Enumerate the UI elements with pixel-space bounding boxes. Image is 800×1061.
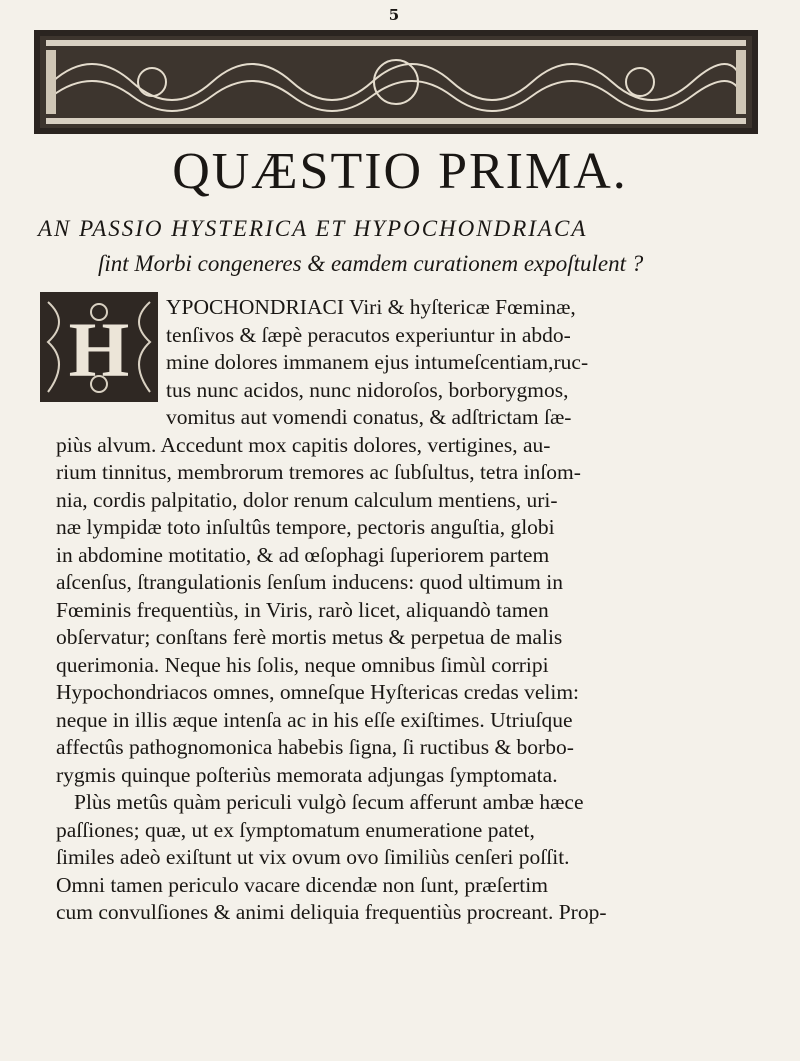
text-line: Fœminis frequentiùs, in Viris, rarò licet, aliquandò tamen [56, 597, 549, 622]
body-paragraph [56, 294, 770, 927]
text-line: neque in illis æque intenſa ac in his eſſe exiſtimes. Utriuſque [56, 707, 573, 732]
text-line: paſſiones; quæ, ut ex ſymptomatum enumeratione patet, [56, 817, 535, 842]
text-line: vomitus aut vomendi conatus, & adſtrictam ſæ- [166, 405, 572, 429]
svg-text:H: H [68, 306, 130, 393]
text-line: piùs alvum. Accedunt mox capitis dolores, vertigines, au- [56, 432, 551, 457]
question-heading: AN PASSIO HYSTERICA ET HYPOCHONDRIACA [38, 216, 588, 241]
text-line: nia, cordis palpitatio, dolor renum calculum mentiens, uri- [56, 487, 558, 512]
text-line: querimonia. Neque his ſolis, neque omnibus ſimùl corripi [56, 652, 549, 677]
text-line: tus nunc acidos, nunc nidoroſos, borborygmos, [166, 377, 569, 402]
text-line: ſimiles adeò exiſtunt ut vix ovum ovo ſimiliùs cenſeri poſſit. [56, 845, 570, 869]
text-line: Omni tamen periculo vacare dicendæ non ſunt, præſertim [56, 872, 548, 897]
question-subheading: ſint Morbi congeneres & eamdem curationem expoſtulent ? [98, 251, 644, 276]
text-line: Plùs metûs quàm periculi vulgò ſecum afferunt ambæ hæce [74, 790, 584, 814]
text-line: rygmis quinque poſteriùs memorata adjungas ſymptomata. [56, 762, 558, 787]
ornamental-headpiece [32, 26, 760, 138]
text-line: tenſivos & ſæpè peracutos experiuntur in abdo- [166, 322, 571, 347]
text-line: rium tinnitus, membrorum tremores ac ſubſultus, tetra inſom- [56, 460, 581, 484]
text-line: YPOCHONDRIACI Viri & hyſtericæ Fœminæ, [166, 295, 576, 319]
text-line: næ lympidæ toto inſultûs tempore, pectoris anguſtia, globi [56, 515, 555, 539]
text-line: mine dolores immanem ejus intumeſcentiam,ruc- [166, 350, 589, 374]
text-line: aſcenſus, ſtrangulationis ſenſum inducens: quod ultimum in [56, 570, 563, 594]
text-line: cum convulſiones & animi deliquia frequentiùs procreant. Prop- [56, 900, 607, 924]
text-line: obſervatur; conſtans ferè mortis metus & perpetua de malis [56, 625, 563, 649]
page-number: 5 [388, 6, 400, 24]
page-title: QUÆSTIO PRIMA. [172, 143, 628, 200]
text-line: in abdomine motitatio, & ad œſophagi ſuperiorem partem [56, 542, 550, 567]
text-line: affectûs pathognomonica habebis ſigna, ſi ructibus & borbo- [56, 735, 574, 759]
text-line: Hypochondriacos omnes, omneſque Hyſtericas credas velim: [56, 680, 580, 704]
